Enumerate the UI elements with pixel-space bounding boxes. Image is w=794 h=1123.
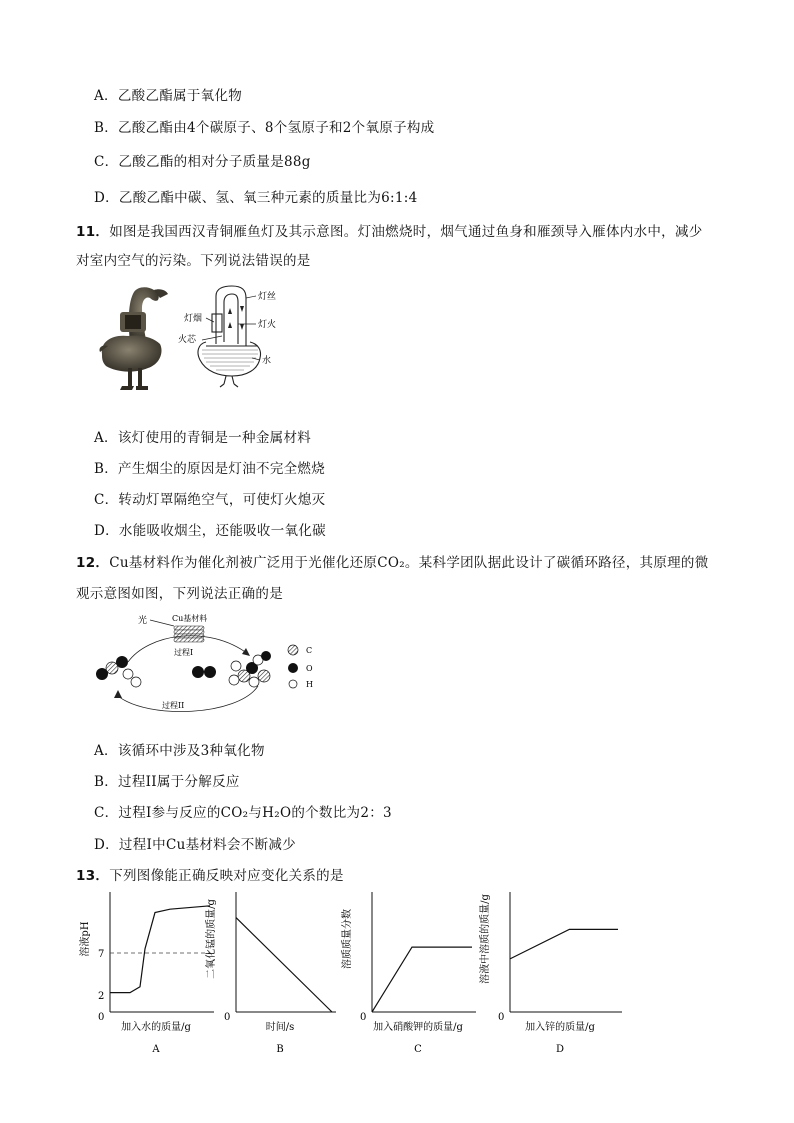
y-tick-label-D-0: 0 bbox=[498, 1012, 505, 1023]
q12-option-d: D．过程I中Cu基材料会不断减少 bbox=[94, 837, 296, 853]
x-axis-label-A: 加入水的质量/g bbox=[121, 1022, 191, 1033]
y-axis-label-C: 溶质质量分数 bbox=[342, 909, 353, 969]
q13-number: 13． bbox=[76, 868, 110, 884]
q13-stem bbox=[76, 864, 344, 884]
y-axis-label-A: 溶液pH bbox=[80, 921, 91, 957]
y-tick-label-C-0: 0 bbox=[360, 1012, 367, 1023]
series-line-B bbox=[236, 918, 332, 1012]
label-deng-yan: 灯烟 bbox=[184, 314, 203, 324]
label-light: 光 bbox=[138, 616, 148, 626]
label-huo-xin: 火芯 bbox=[178, 335, 197, 345]
series-line-A bbox=[110, 906, 210, 993]
q12-option-c: C．过程I参与反应的CO₂与H₂O的个数比为2：3 bbox=[94, 805, 392, 821]
q12-stem-line2: 观示意图如图，下列说法正确的是 bbox=[76, 586, 283, 602]
q11-number: 11． bbox=[76, 224, 110, 240]
q10-option-a: A．乙酸乙酯属于氧化物 bbox=[94, 88, 243, 104]
legend-h-label: H bbox=[306, 680, 313, 689]
series-line-C bbox=[372, 947, 472, 1012]
label-process-1: 过程I bbox=[174, 648, 194, 657]
x-axis-label-D: 加入锌的质量/g bbox=[525, 1022, 595, 1033]
legend-c-label: C bbox=[306, 646, 313, 655]
q13-stem-text: 下列图像能正确反映对应变化关系的是 bbox=[109, 868, 344, 884]
q11-option-b: B．产生烟尘的原因是灯油不完全燃烧 bbox=[94, 461, 326, 477]
q11-stem-line2: 对室内空气的污染。下列说法错误的是 bbox=[76, 253, 311, 269]
y-tick-label-A-2: 2 bbox=[98, 991, 105, 1003]
y-tick-label-A-0: 0 bbox=[98, 1012, 105, 1023]
q10-option-d: D．乙酸乙酯中碳、氢、氧三种元素的质量比为6:1:4 bbox=[94, 190, 418, 206]
series-line-D bbox=[510, 929, 618, 959]
q12-number: 12． bbox=[76, 555, 110, 571]
label-cu-catalyst: Cu基材料 bbox=[172, 614, 208, 623]
label-deng-si: 灯丝 bbox=[258, 292, 277, 302]
q12-option-a: A．该循环中涉及3种氧化物 bbox=[94, 743, 265, 759]
label-shui: 水 bbox=[262, 356, 272, 366]
label-deng-huo: 灯火 bbox=[258, 320, 277, 330]
bronze-lamp-photo bbox=[98, 282, 176, 394]
x-axis-label-B: 时间/s bbox=[265, 1022, 295, 1033]
q10-option-b: B．乙酸乙酯由4个碳原子、8个氢原子和2个氧原子构成 bbox=[94, 120, 435, 136]
q11-stem-text: 如图是我国西汉青铜雁鱼灯及其示意图。灯油燃烧时，烟气通过鱼身和雁颈导入雁体内水中，减少 bbox=[109, 224, 703, 240]
q12-stem-line1 bbox=[76, 551, 709, 571]
y-axis-label-B: 二氧化锰的质量/g bbox=[206, 899, 217, 979]
q13-charts bbox=[80, 888, 646, 1055]
q11-option-a: A．该灯使用的青铜是一种金属材料 bbox=[94, 430, 312, 446]
panel-label-A: A bbox=[152, 1044, 160, 1055]
panel-label-B: B bbox=[276, 1044, 284, 1055]
y-tick-label-A-7: 7 bbox=[98, 949, 105, 960]
carbon-cycle-diagram bbox=[88, 610, 328, 720]
q11-option-c: C．转动灯罩隔绝空气，可使灯火熄灭 bbox=[94, 492, 326, 508]
q12-stem-text: Cu基材料作为催化剂被广泛用于光催化还原CO₂。某科学团队据此设计了碳循环路径，其原理的微 bbox=[109, 555, 709, 571]
label-process-2: 过程II bbox=[162, 701, 185, 710]
q11-stem-line1 bbox=[76, 220, 703, 240]
lamp-schematic-diagram bbox=[176, 284, 286, 390]
q11-option-d: D．水能吸收烟尘，还能吸收一氧化碳 bbox=[94, 523, 326, 539]
y-tick-label-B-0: 0 bbox=[224, 1012, 231, 1023]
panel-label-D: D bbox=[555, 1044, 565, 1055]
x-axis-label-C: 加入硝酸钾的质量/g bbox=[373, 1022, 463, 1033]
q12-option-b: B．过程II属于分解反应 bbox=[94, 774, 240, 790]
legend-o-label: O bbox=[306, 664, 313, 673]
panel-label-C: C bbox=[414, 1044, 422, 1055]
q10-option-c: C．乙酸乙酯的相对分子质量是88g bbox=[94, 154, 311, 170]
y-axis-label-D: 溶液中溶质的质量/g bbox=[480, 894, 491, 984]
